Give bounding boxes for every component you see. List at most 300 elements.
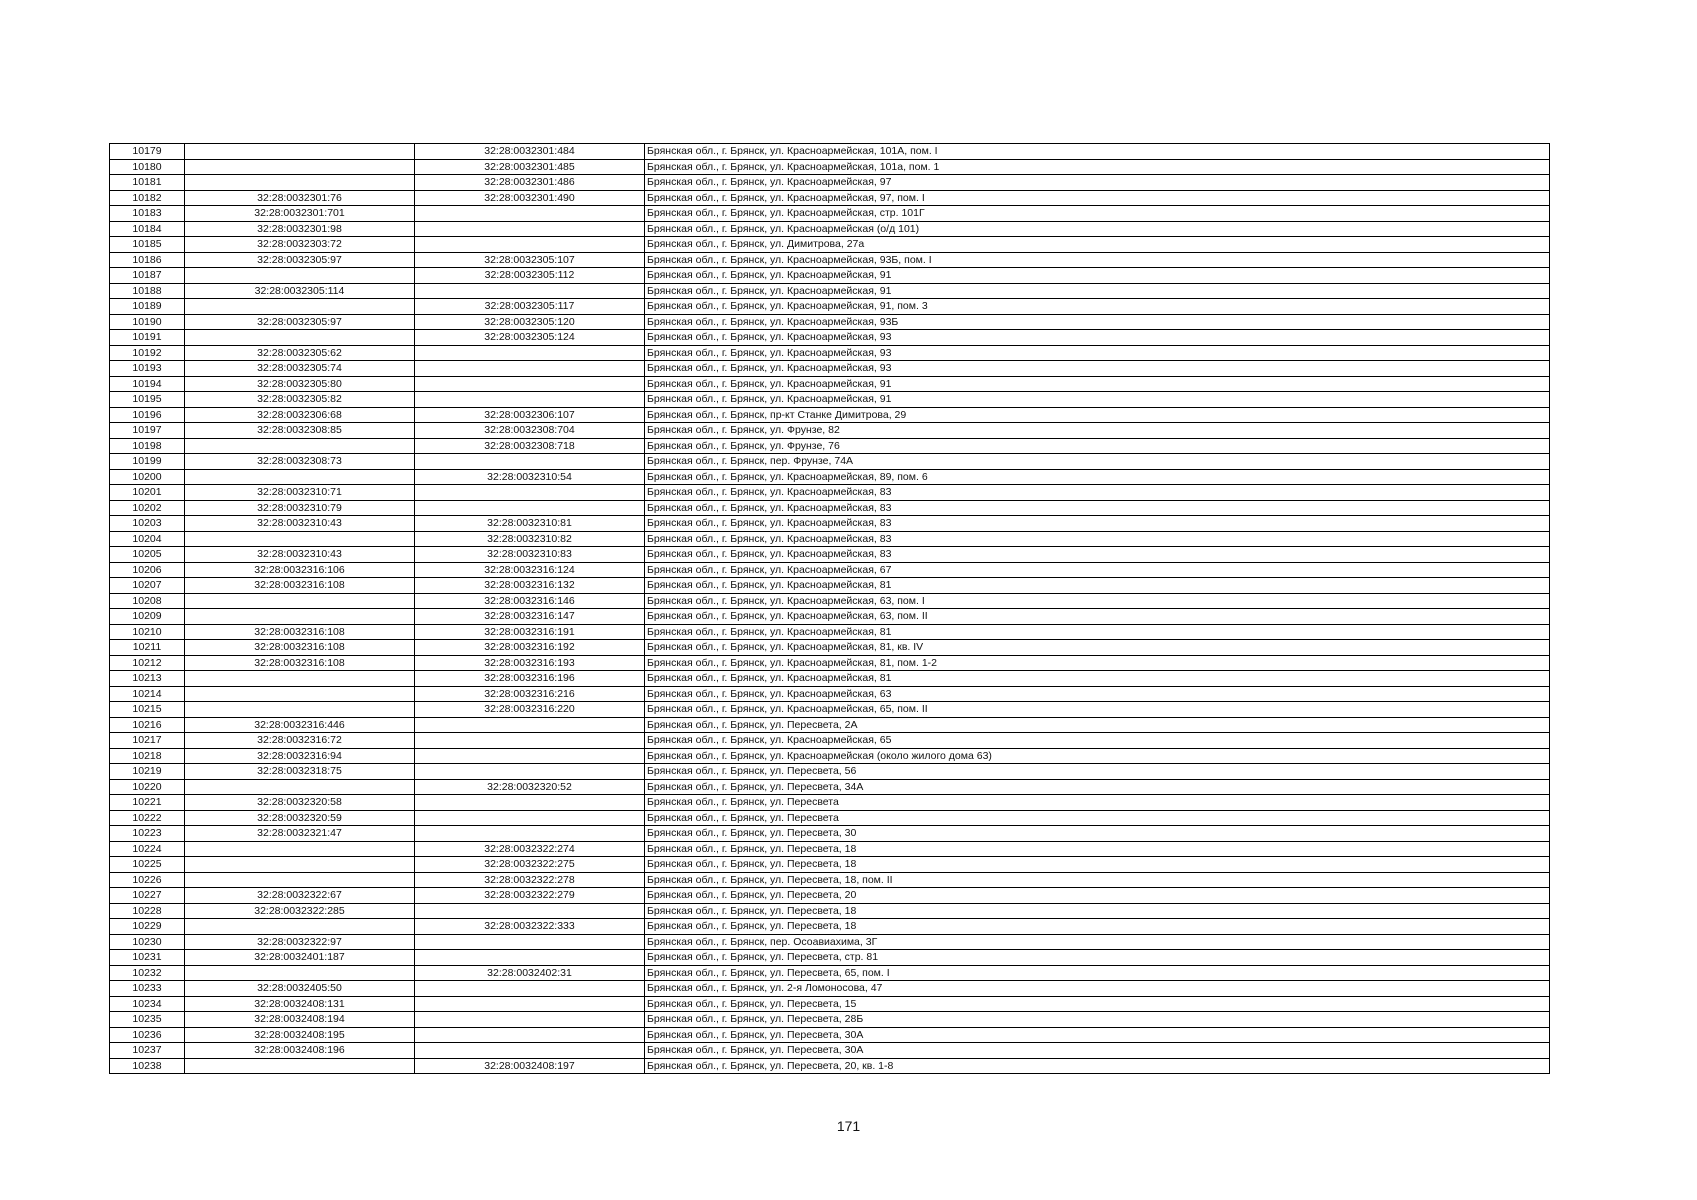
address-cell: Брянская обл., г. Брянск, ул. Пересвета, 28Б xyxy=(645,1012,1550,1028)
object-cadastral-number-cell: 32:28:0032305:120 xyxy=(415,314,645,330)
land-cadastral-number-cell xyxy=(185,609,415,625)
row-number-cell: 10191 xyxy=(110,330,185,346)
address-cell: Брянская обл., г. Брянск, ул. Красноармейская, 83 xyxy=(645,516,1550,532)
table-row xyxy=(110,159,1550,175)
land-cadastral-number-cell xyxy=(185,857,415,873)
address-cell: Брянская обл., г. Брянск, пер. Осоавиахима, 3Г xyxy=(645,934,1550,950)
address-cell: Брянская обл., г. Брянск, ул. Красноармейская, 81 xyxy=(645,624,1550,640)
row-number-cell: 10223 xyxy=(110,826,185,842)
row-number-cell: 10213 xyxy=(110,671,185,687)
object-cadastral-number-cell: 32:28:0032310:82 xyxy=(415,531,645,547)
row-number-cell: 10232 xyxy=(110,965,185,981)
object-cadastral-number-cell xyxy=(415,950,645,966)
land-cadastral-number-cell: 32:28:0032310:43 xyxy=(185,547,415,563)
table-row xyxy=(110,903,1550,919)
land-cadastral-number-cell: 32:28:0032305:74 xyxy=(185,361,415,377)
table-row xyxy=(110,934,1550,950)
address-cell: Брянская обл., г. Брянск, ул. Пересвета, 30 xyxy=(645,826,1550,842)
table-row xyxy=(110,454,1550,470)
object-cadastral-number-cell: 32:28:0032310:81 xyxy=(415,516,645,532)
address-cell: Брянская обл., г. Брянск, ул. Красноармейская, 89, пом. 6 xyxy=(645,469,1550,485)
table-row xyxy=(110,252,1550,268)
land-cadastral-number-cell: 32:28:0032303:72 xyxy=(185,237,415,253)
table-row xyxy=(110,1043,1550,1059)
address-cell: Брянская обл., г. Брянск, ул. Пересвета xyxy=(645,810,1550,826)
address-cell: Брянская обл., г. Брянск, ул. Красноармейская, 101А, пом. I xyxy=(645,144,1550,160)
table-row xyxy=(110,376,1550,392)
object-cadastral-number-cell xyxy=(415,1027,645,1043)
land-cadastral-number-cell: 32:28:0032316:108 xyxy=(185,578,415,594)
address-cell: Брянская обл., г. Брянск, ул. Пересвета, 18 xyxy=(645,903,1550,919)
address-cell: Брянская обл., г. Брянск, ул. Красноармейская, 101а, пом. 1 xyxy=(645,159,1550,175)
object-cadastral-number-cell: 32:28:0032316:220 xyxy=(415,702,645,718)
table-row xyxy=(110,609,1550,625)
row-number-cell: 10211 xyxy=(110,640,185,656)
object-cadastral-number-cell xyxy=(415,717,645,733)
address-cell: Брянская обл., г. Брянск, ул. Пересвета xyxy=(645,795,1550,811)
row-number-cell: 10199 xyxy=(110,454,185,470)
table-row xyxy=(110,1012,1550,1028)
table-row xyxy=(110,144,1550,160)
address-cell: Брянская обл., г. Брянск, ул. Красноармейская, 93Б xyxy=(645,314,1550,330)
address-cell: Брянская обл., г. Брянск, пер. Фрунзе, 74А xyxy=(645,454,1550,470)
object-cadastral-number-cell: 32:28:0032408:197 xyxy=(415,1058,645,1074)
row-number-cell: 10227 xyxy=(110,888,185,904)
land-cadastral-number-cell: 32:28:0032318:75 xyxy=(185,764,415,780)
row-number-cell: 10229 xyxy=(110,919,185,935)
table-row xyxy=(110,314,1550,330)
row-number-cell: 10203 xyxy=(110,516,185,532)
address-cell: Брянская обл., г. Брянск, ул. Пересвета, 18, пом. II xyxy=(645,872,1550,888)
object-cadastral-number-cell xyxy=(415,903,645,919)
table-row xyxy=(110,345,1550,361)
row-number-cell: 10236 xyxy=(110,1027,185,1043)
object-cadastral-number-cell: 32:28:0032322:278 xyxy=(415,872,645,888)
table-row xyxy=(110,748,1550,764)
land-cadastral-number-cell: 32:28:0032301:98 xyxy=(185,221,415,237)
table-row xyxy=(110,919,1550,935)
row-number-cell: 10228 xyxy=(110,903,185,919)
address-cell: Брянская обл., г. Брянск, ул. Пересвета, 30А xyxy=(645,1043,1550,1059)
object-cadastral-number-cell: 32:28:0032316:216 xyxy=(415,686,645,702)
row-number-cell: 10224 xyxy=(110,841,185,857)
table-row xyxy=(110,795,1550,811)
address-cell: Брянская обл., г. Брянск, ул. Красноармейская, 83 xyxy=(645,500,1550,516)
land-cadastral-number-cell xyxy=(185,175,415,191)
row-number-cell: 10208 xyxy=(110,593,185,609)
land-cadastral-number-cell: 32:28:0032308:85 xyxy=(185,423,415,439)
object-cadastral-number-cell xyxy=(415,500,645,516)
row-number-cell: 10212 xyxy=(110,655,185,671)
object-cadastral-number-cell: 32:28:0032301:485 xyxy=(415,159,645,175)
table-row xyxy=(110,1058,1550,1074)
table-row xyxy=(110,981,1550,997)
row-number-cell: 10235 xyxy=(110,1012,185,1028)
object-cadastral-number-cell: 32:28:0032316:124 xyxy=(415,562,645,578)
object-cadastral-number-cell xyxy=(415,454,645,470)
table-row xyxy=(110,640,1550,656)
table-row xyxy=(110,826,1550,842)
table-row xyxy=(110,996,1550,1012)
land-cadastral-number-cell: 32:28:0032316:446 xyxy=(185,717,415,733)
land-cadastral-number-cell xyxy=(185,593,415,609)
land-cadastral-number-cell: 32:28:0032316:108 xyxy=(185,640,415,656)
address-cell: Брянская обл., г. Брянск, ул. Красноармейская, 81 xyxy=(645,671,1550,687)
address-cell: Брянская обл., г. Брянск, ул. Красноармейская, 93 xyxy=(645,345,1550,361)
table-row xyxy=(110,578,1550,594)
object-cadastral-number-cell: 32:28:0032322:274 xyxy=(415,841,645,857)
row-number-cell: 10231 xyxy=(110,950,185,966)
land-cadastral-number-cell: 32:28:0032305:80 xyxy=(185,376,415,392)
row-number-cell: 10188 xyxy=(110,283,185,299)
row-number-cell: 10216 xyxy=(110,717,185,733)
table-row xyxy=(110,330,1550,346)
land-cadastral-number-cell xyxy=(185,872,415,888)
address-cell: Брянская обл., г. Брянск, ул. Пересвета, 30А xyxy=(645,1027,1550,1043)
row-number-cell: 10182 xyxy=(110,190,185,206)
table-row xyxy=(110,655,1550,671)
land-cadastral-number-cell: 32:28:0032408:196 xyxy=(185,1043,415,1059)
row-number-cell: 10185 xyxy=(110,237,185,253)
address-cell: Брянская обл., г. Брянск, ул. Красноармейская, 83 xyxy=(645,547,1550,563)
address-cell: Брянская обл., г. Брянск, ул. Красноармейская, 81, кв. IV xyxy=(645,640,1550,656)
land-cadastral-number-cell xyxy=(185,469,415,485)
table-row xyxy=(110,299,1550,315)
object-cadastral-number-cell xyxy=(415,283,645,299)
table-row xyxy=(110,500,1550,516)
row-number-cell: 10238 xyxy=(110,1058,185,1074)
object-cadastral-number-cell xyxy=(415,485,645,501)
land-cadastral-number-cell: 32:28:0032322:285 xyxy=(185,903,415,919)
row-number-cell: 10225 xyxy=(110,857,185,873)
land-cadastral-number-cell: 32:28:0032301:76 xyxy=(185,190,415,206)
row-number-cell: 10222 xyxy=(110,810,185,826)
row-number-cell: 10230 xyxy=(110,934,185,950)
address-cell: Брянская обл., г. Брянск, ул. Красноармейская, 63 xyxy=(645,686,1550,702)
object-cadastral-number-cell: 32:28:0032306:107 xyxy=(415,407,645,423)
address-cell: Брянская обл., г. Брянск, ул. Красноармейская, 63, пом. II xyxy=(645,609,1550,625)
row-number-cell: 10195 xyxy=(110,392,185,408)
object-cadastral-number-cell: 32:28:0032316:193 xyxy=(415,655,645,671)
address-cell: Брянская обл., г. Брянск, ул. Красноармейская, 81, пом. 1-2 xyxy=(645,655,1550,671)
object-cadastral-number-cell: 32:28:0032305:112 xyxy=(415,268,645,284)
address-cell: Брянская обл., г. Брянск, ул. Красноармейская, 67 xyxy=(645,562,1550,578)
object-cadastral-number-cell: 32:28:0032322:275 xyxy=(415,857,645,873)
land-cadastral-number-cell: 32:28:0032305:62 xyxy=(185,345,415,361)
address-cell: Брянская обл., г. Брянск, ул. Красноармейская, 91, пом. 3 xyxy=(645,299,1550,315)
row-number-cell: 10217 xyxy=(110,733,185,749)
table-row xyxy=(110,857,1550,873)
land-cadastral-number-cell: 32:28:0032320:59 xyxy=(185,810,415,826)
registry-table-body xyxy=(110,144,1550,1074)
table-row xyxy=(110,717,1550,733)
table-row xyxy=(110,516,1550,532)
row-number-cell: 10220 xyxy=(110,779,185,795)
object-cadastral-number-cell xyxy=(415,810,645,826)
land-cadastral-number-cell: 32:28:0032316:108 xyxy=(185,655,415,671)
land-cadastral-number-cell xyxy=(185,268,415,284)
object-cadastral-number-cell xyxy=(415,1012,645,1028)
address-cell: Брянская обл., г. Брянск, ул. Красноармейская, 91 xyxy=(645,283,1550,299)
land-cadastral-number-cell: 32:28:0032316:94 xyxy=(185,748,415,764)
row-number-cell: 10206 xyxy=(110,562,185,578)
address-cell: Брянская обл., г. Брянск, ул. Пересвета, 18 xyxy=(645,919,1550,935)
land-cadastral-number-cell xyxy=(185,159,415,175)
object-cadastral-number-cell: 32:28:0032316:192 xyxy=(415,640,645,656)
address-cell: Брянская обл., г. Брянск, ул. Красноармейская, 83 xyxy=(645,485,1550,501)
address-cell: Брянская обл., г. Брянск, ул. Красноармейская, 93 xyxy=(645,361,1550,377)
address-cell: Брянская обл., г. Брянск, ул. Пересвета, 18 xyxy=(645,841,1550,857)
table-row xyxy=(110,872,1550,888)
object-cadastral-number-cell xyxy=(415,237,645,253)
table-row xyxy=(110,485,1550,501)
land-cadastral-number-cell: 32:28:0032322:97 xyxy=(185,934,415,950)
land-cadastral-number-cell xyxy=(185,919,415,935)
object-cadastral-number-cell xyxy=(415,392,645,408)
table-row xyxy=(110,841,1550,857)
table-row xyxy=(110,965,1550,981)
land-cadastral-number-cell: 32:28:0032316:72 xyxy=(185,733,415,749)
land-cadastral-number-cell: 32:28:0032405:50 xyxy=(185,981,415,997)
row-number-cell: 10200 xyxy=(110,469,185,485)
address-cell: Брянская обл., г. Брянск, ул. Пересвета, 56 xyxy=(645,764,1550,780)
row-number-cell: 10179 xyxy=(110,144,185,160)
table-row xyxy=(110,206,1550,222)
table-row xyxy=(110,562,1550,578)
object-cadastral-number-cell xyxy=(415,1043,645,1059)
land-cadastral-number-cell xyxy=(185,144,415,160)
address-cell: Брянская обл., г. Брянск, пр-кт Станке Димитрова, 29 xyxy=(645,407,1550,423)
row-number-cell: 10186 xyxy=(110,252,185,268)
object-cadastral-number-cell: 32:28:0032316:191 xyxy=(415,624,645,640)
land-cadastral-number-cell: 32:28:0032408:131 xyxy=(185,996,415,1012)
table-row xyxy=(110,671,1550,687)
object-cadastral-number-cell: 32:28:0032316:147 xyxy=(415,609,645,625)
row-number-cell: 10181 xyxy=(110,175,185,191)
row-number-cell: 10234 xyxy=(110,996,185,1012)
address-cell: Брянская обл., г. Брянск, ул. Красноармейская, 93Б, пом. I xyxy=(645,252,1550,268)
row-number-cell: 10204 xyxy=(110,531,185,547)
address-cell: Брянская обл., г. Брянск, ул. Красноармейская, 97 xyxy=(645,175,1550,191)
address-cell: Брянская обл., г. Брянск, ул. Пересвета, 65, пом. I xyxy=(645,965,1550,981)
land-cadastral-number-cell: 32:28:0032408:195 xyxy=(185,1027,415,1043)
object-cadastral-number-cell: 32:28:0032316:196 xyxy=(415,671,645,687)
address-cell: Брянская обл., г. Брянск, ул. Пересвета, 34А xyxy=(645,779,1550,795)
address-cell: Брянская обл., г. Брянск, ул. Пересвета, 20, кв. 1-8 xyxy=(645,1058,1550,1074)
row-number-cell: 10184 xyxy=(110,221,185,237)
address-cell: Брянская обл., г. Брянск, ул. Красноармейская, 65 xyxy=(645,733,1550,749)
row-number-cell: 10215 xyxy=(110,702,185,718)
object-cadastral-number-cell xyxy=(415,996,645,1012)
row-number-cell: 10197 xyxy=(110,423,185,439)
land-cadastral-number-cell: 32:28:0032316:108 xyxy=(185,624,415,640)
table-row xyxy=(110,221,1550,237)
address-cell: Брянская обл., г. Брянск, ул. Пересвета, 20 xyxy=(645,888,1550,904)
table-row xyxy=(110,237,1550,253)
land-cadastral-number-cell: 32:28:0032320:58 xyxy=(185,795,415,811)
address-cell: Брянская обл., г. Брянск, ул. Красноармейская, 91 xyxy=(645,268,1550,284)
land-cadastral-number-cell xyxy=(185,779,415,795)
object-cadastral-number-cell: 32:28:0032310:54 xyxy=(415,469,645,485)
land-cadastral-number-cell: 32:28:0032306:68 xyxy=(185,407,415,423)
table-row xyxy=(110,531,1550,547)
table-row xyxy=(110,950,1550,966)
land-cadastral-number-cell xyxy=(185,299,415,315)
row-number-cell: 10201 xyxy=(110,485,185,501)
table-row xyxy=(110,733,1550,749)
object-cadastral-number-cell xyxy=(415,221,645,237)
object-cadastral-number-cell: 32:28:0032301:490 xyxy=(415,190,645,206)
object-cadastral-number-cell xyxy=(415,826,645,842)
address-cell: Брянская обл., г. Брянск, ул. Красноармейская, 93 xyxy=(645,330,1550,346)
object-cadastral-number-cell xyxy=(415,981,645,997)
table-row xyxy=(110,469,1550,485)
table-row xyxy=(110,547,1550,563)
land-cadastral-number-cell: 32:28:0032305:114 xyxy=(185,283,415,299)
table-row xyxy=(110,702,1550,718)
row-number-cell: 10207 xyxy=(110,578,185,594)
object-cadastral-number-cell: 32:28:0032305:124 xyxy=(415,330,645,346)
page-number: 171 xyxy=(836,1118,861,1134)
object-cadastral-number-cell: 32:28:0032308:704 xyxy=(415,423,645,439)
land-cadastral-number-cell xyxy=(185,965,415,981)
object-cadastral-number-cell xyxy=(415,206,645,222)
table-row xyxy=(110,407,1550,423)
address-cell: Брянская обл., г. Брянск, ул. Красноармейская, 65, пом. II xyxy=(645,702,1550,718)
table-row xyxy=(110,190,1550,206)
address-cell: Брянская обл., г. Брянск, ул. Красноармейская, 97, пом. I xyxy=(645,190,1550,206)
table-row xyxy=(110,283,1550,299)
object-cadastral-number-cell xyxy=(415,764,645,780)
row-number-cell: 10180 xyxy=(110,159,185,175)
table-row xyxy=(110,888,1550,904)
land-cadastral-number-cell xyxy=(185,686,415,702)
address-cell: Брянская обл., г. Брянск, ул. Красноармейская, стр. 101Г xyxy=(645,206,1550,222)
address-cell: Брянская обл., г. Брянск, ул. Фрунзе, 82 xyxy=(645,423,1550,439)
land-cadastral-number-cell xyxy=(185,841,415,857)
table-row xyxy=(110,392,1550,408)
row-number-cell: 10221 xyxy=(110,795,185,811)
object-cadastral-number-cell: 32:28:0032316:146 xyxy=(415,593,645,609)
table-row xyxy=(110,1027,1550,1043)
row-number-cell: 10202 xyxy=(110,500,185,516)
address-cell: Брянская обл., г. Брянск, ул. Димитрова, 27а xyxy=(645,237,1550,253)
address-cell: Брянская обл., г. Брянск, ул. Фрунзе, 76 xyxy=(645,438,1550,454)
row-number-cell: 10189 xyxy=(110,299,185,315)
row-number-cell: 10237 xyxy=(110,1043,185,1059)
address-cell: Брянская обл., г. Брянск, ул. Красноармейская, 91 xyxy=(645,376,1550,392)
land-cadastral-number-cell: 32:28:0032308:73 xyxy=(185,454,415,470)
table-row xyxy=(110,624,1550,640)
land-cadastral-number-cell: 32:28:0032310:43 xyxy=(185,516,415,532)
object-cadastral-number-cell: 32:28:0032301:486 xyxy=(415,175,645,191)
row-number-cell: 10209 xyxy=(110,609,185,625)
table-row xyxy=(110,810,1550,826)
address-cell: Брянская обл., г. Брянск, ул. Красноармейская, 81 xyxy=(645,578,1550,594)
land-cadastral-number-cell: 32:28:0032322:67 xyxy=(185,888,415,904)
object-cadastral-number-cell xyxy=(415,795,645,811)
table-row xyxy=(110,361,1550,377)
land-cadastral-number-cell: 32:28:0032305:82 xyxy=(185,392,415,408)
object-cadastral-number-cell: 32:28:0032316:132 xyxy=(415,578,645,594)
table-row xyxy=(110,686,1550,702)
address-cell: Брянская обл., г. Брянск, ул. 2-я Ломоносова, 47 xyxy=(645,981,1550,997)
object-cadastral-number-cell: 32:28:0032305:107 xyxy=(415,252,645,268)
land-cadastral-number-cell xyxy=(185,531,415,547)
object-cadastral-number-cell: 32:28:0032322:279 xyxy=(415,888,645,904)
row-number-cell: 10233 xyxy=(110,981,185,997)
object-cadastral-number-cell: 32:28:0032305:117 xyxy=(415,299,645,315)
registry-table xyxy=(109,143,1550,1074)
row-number-cell: 10205 xyxy=(110,547,185,563)
land-cadastral-number-cell xyxy=(185,330,415,346)
address-cell: Брянская обл., г. Брянск, ул. Пересвета, 18 xyxy=(645,857,1550,873)
object-cadastral-number-cell xyxy=(415,345,645,361)
table-row xyxy=(110,268,1550,284)
row-number-cell: 10183 xyxy=(110,206,185,222)
address-cell: Брянская обл., г. Брянск, ул. Красноармейская, 63, пом. I xyxy=(645,593,1550,609)
address-cell: Брянская обл., г. Брянск, ул. Красноармейская, 83 xyxy=(645,531,1550,547)
land-cadastral-number-cell: 32:28:0032401:187 xyxy=(185,950,415,966)
land-cadastral-number-cell: 32:28:0032408:194 xyxy=(185,1012,415,1028)
address-cell: Брянская обл., г. Брянск, ул. Красноармейская (о/д 101) xyxy=(645,221,1550,237)
object-cadastral-number-cell: 32:28:0032320:52 xyxy=(415,779,645,795)
object-cadastral-number-cell: 32:28:0032301:484 xyxy=(415,144,645,160)
land-cadastral-number-cell: 32:28:0032310:79 xyxy=(185,500,415,516)
address-cell: Брянская обл., г. Брянск, ул. Красноармейская, 91 xyxy=(645,392,1550,408)
row-number-cell: 10190 xyxy=(110,314,185,330)
land-cadastral-number-cell: 32:28:0032316:106 xyxy=(185,562,415,578)
object-cadastral-number-cell xyxy=(415,733,645,749)
table-row xyxy=(110,764,1550,780)
table-row xyxy=(110,593,1550,609)
row-number-cell: 10193 xyxy=(110,361,185,377)
row-number-cell: 10187 xyxy=(110,268,185,284)
table-row xyxy=(110,438,1550,454)
row-number-cell: 10219 xyxy=(110,764,185,780)
land-cadastral-number-cell: 32:28:0032301:701 xyxy=(185,206,415,222)
object-cadastral-number-cell: 32:28:0032310:83 xyxy=(415,547,645,563)
table-row xyxy=(110,779,1550,795)
row-number-cell: 10192 xyxy=(110,345,185,361)
address-cell: Брянская обл., г. Брянск, ул. Пересвета, 2А xyxy=(645,717,1550,733)
address-cell: Брянская обл., г. Брянск, ул. Пересвета, 15 xyxy=(645,996,1550,1012)
land-cadastral-number-cell xyxy=(185,671,415,687)
object-cadastral-number-cell xyxy=(415,934,645,950)
land-cadastral-number-cell xyxy=(185,1058,415,1074)
row-number-cell: 10214 xyxy=(110,686,185,702)
land-cadastral-number-cell xyxy=(185,438,415,454)
land-cadastral-number-cell: 32:28:0032305:97 xyxy=(185,252,415,268)
row-number-cell: 10226 xyxy=(110,872,185,888)
object-cadastral-number-cell xyxy=(415,748,645,764)
address-cell: Брянская обл., г. Брянск, ул. Красноармейская (около жилого дома 63) xyxy=(645,748,1550,764)
row-number-cell: 10198 xyxy=(110,438,185,454)
object-cadastral-number-cell: 32:28:0032402:31 xyxy=(415,965,645,981)
land-cadastral-number-cell xyxy=(185,702,415,718)
address-cell: Брянская обл., г. Брянск, ул. Пересвета, стр. 81 xyxy=(645,950,1550,966)
land-cadastral-number-cell: 32:28:0032305:97 xyxy=(185,314,415,330)
land-cadastral-number-cell: 32:28:0032321:47 xyxy=(185,826,415,842)
row-number-cell: 10210 xyxy=(110,624,185,640)
object-cadastral-number-cell: 32:28:0032322:333 xyxy=(415,919,645,935)
row-number-cell: 10218 xyxy=(110,748,185,764)
row-number-cell: 10194 xyxy=(110,376,185,392)
object-cadastral-number-cell xyxy=(415,376,645,392)
row-number-cell: 10196 xyxy=(110,407,185,423)
table-row xyxy=(110,175,1550,191)
object-cadastral-number-cell xyxy=(415,361,645,377)
